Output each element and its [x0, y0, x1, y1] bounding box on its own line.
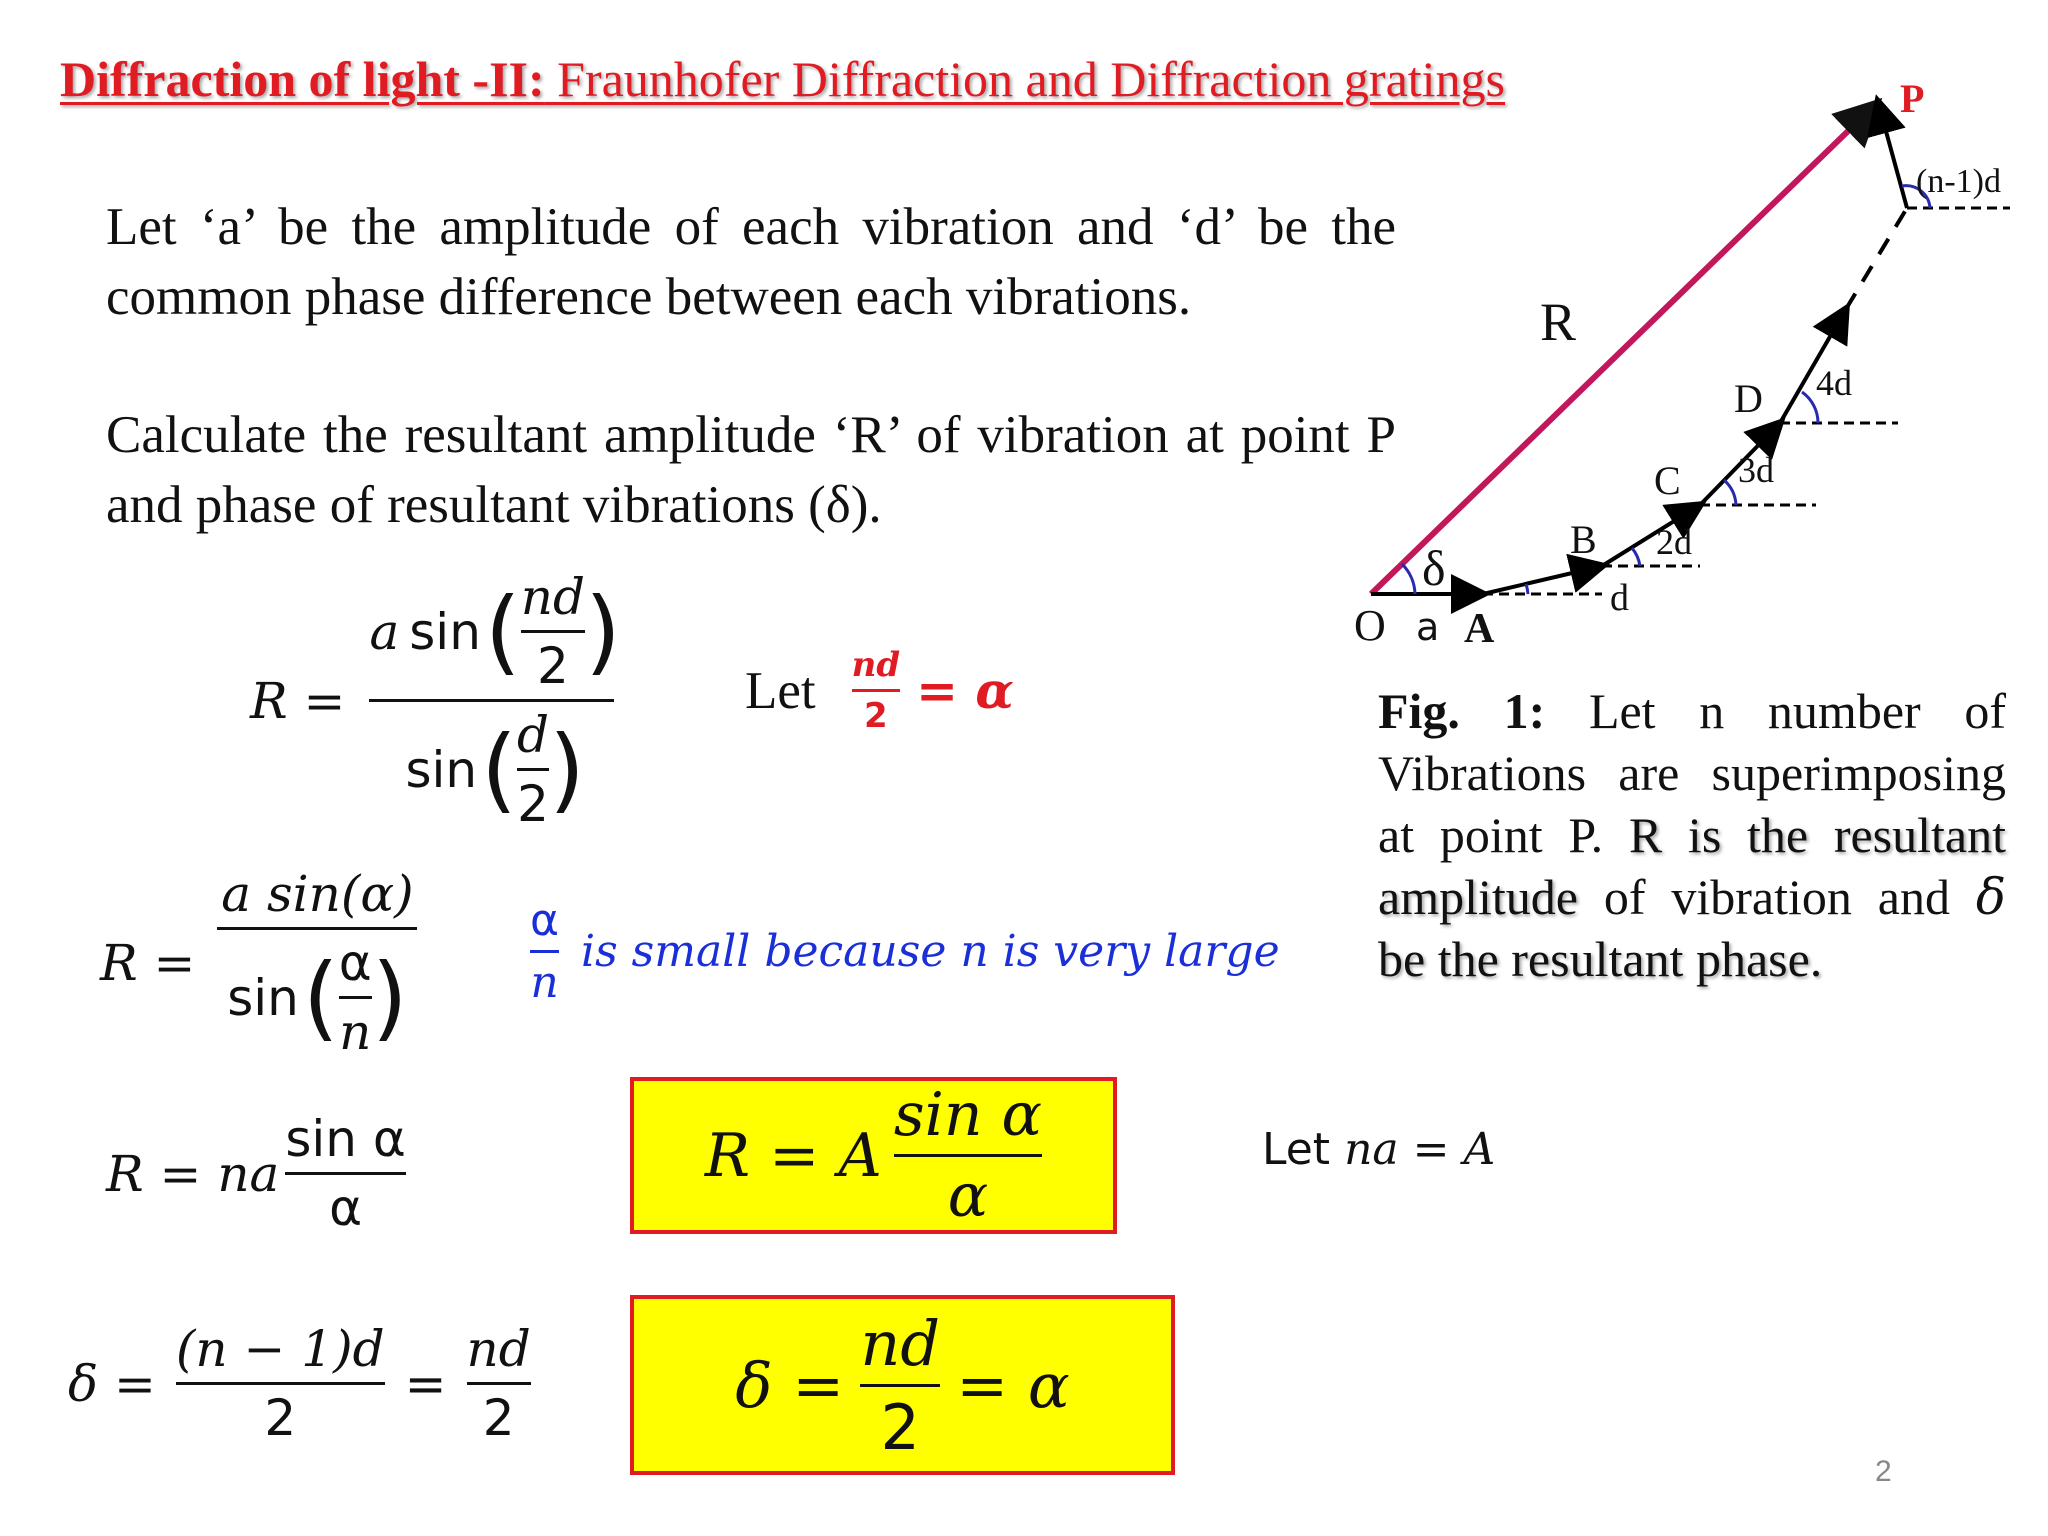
label-D: D: [1734, 376, 1763, 421]
frac-top: d: [516, 706, 549, 764]
boxed-delta-lhs: δ =: [735, 1348, 845, 1422]
label-4d: 4d: [1816, 363, 1852, 403]
caption-fig-label: Fig. 1:: [1378, 683, 1546, 739]
label-A: A: [1464, 606, 1495, 652]
caption-highlight-1: R is the resultant amplitude: [1378, 807, 2006, 925]
label-a: a: [1416, 605, 1440, 649]
note-text: is small because n is very large: [581, 926, 1280, 977]
label-R: R: [1540, 292, 1577, 352]
frac-bar: [467, 1382, 531, 1385]
frac-bottom: α: [947, 1161, 989, 1231]
frac-top: sin α: [893, 1080, 1043, 1150]
figure-caption: [1378, 680, 2006, 990]
alpha-def-fraction: [852, 645, 901, 736]
equation-R-alpha: [100, 865, 417, 1061]
paren-open: (: [484, 578, 521, 685]
page-number: 2: [1875, 1455, 1892, 1488]
frac-bottom: α: [329, 1179, 363, 1237]
eq1-sin: sin: [409, 602, 481, 661]
eq4-equals: =: [404, 1354, 447, 1413]
title-bold: Diffraction of light -II:: [60, 51, 545, 107]
label-delta: δ: [1422, 540, 1446, 596]
let-word: Let: [745, 661, 816, 720]
frac-bottom: n: [339, 1003, 372, 1061]
paragraph-2: Calculate the resultant amplitude ‘R’ of vibration at point P and phase of resultant vibrations (δ).: [106, 406, 1396, 534]
angle-arc-d: [1526, 584, 1528, 594]
frac-bar: [517, 768, 549, 771]
boxed-delta-fraction: [860, 1307, 940, 1464]
label-d: d: [1610, 577, 1629, 619]
note-fraction: [530, 895, 559, 1008]
eq2-lhs: R =: [100, 934, 196, 992]
equation-R-na: [106, 1110, 406, 1237]
frac-top: nd: [860, 1306, 941, 1380]
paren-open: (: [302, 944, 339, 1051]
eq4-fraction-2: [467, 1320, 531, 1447]
caption-text-2: of vibration and: [1577, 869, 1976, 925]
frac-bar: [176, 1382, 385, 1385]
title-rest: Fraunhofer Diffraction and Diffraction gratings: [544, 51, 1506, 107]
eq1-den-inner-frac: [517, 706, 549, 833]
eq2-fraction: [217, 865, 417, 1061]
eq3-fraction: [285, 1110, 405, 1237]
frac-top: α: [338, 934, 372, 992]
caption-highlight-2: be the resultant phase.: [1378, 931, 1823, 987]
boxed-R-result: [630, 1077, 1117, 1234]
frac-bottom: 2: [264, 1389, 297, 1447]
phasor-diagram: [1340, 80, 2040, 660]
label-B: B: [1570, 517, 1597, 562]
paren-close: ): [585, 578, 621, 685]
frac-bottom: 2: [517, 775, 549, 833]
frac-top: (n − 1)d: [175, 1320, 385, 1378]
eq1-main-bar: [369, 699, 614, 702]
frac-bottom: n: [530, 957, 559, 1008]
equation-R-general: [250, 568, 621, 833]
label-n-minus-1-d: (n-1)d: [1916, 163, 2001, 200]
angle-arc-delta: [1402, 564, 1415, 594]
paren-close: ): [371, 944, 408, 1051]
boxed-delta-result: [630, 1295, 1175, 1475]
frac-bottom: 2: [482, 1389, 515, 1447]
eq2-den-sin: sin: [227, 968, 299, 1027]
eq1-denominator: [405, 706, 584, 833]
frac-bar: [285, 1172, 405, 1175]
eq1-a: a: [369, 602, 400, 661]
label-P: P: [1900, 80, 1925, 121]
let-A-definition: [1262, 1124, 1495, 1175]
frac-top: nd: [466, 1320, 531, 1378]
caption-text-1: Let n number of Vibrations are superimposing at point P.: [1378, 683, 2006, 863]
intro-paragraph: [106, 192, 1396, 332]
boxed-delta-rhs: = α: [956, 1348, 1070, 1422]
frac-bottom: 2: [537, 637, 569, 695]
frac-top: α: [530, 895, 560, 946]
paragraph-1: Let ‘a’ be the amplitude of each vibration and ‘d’ be the common phase difference between each vibrations.: [106, 198, 1396, 326]
eq1-fraction: [369, 568, 620, 833]
label-3d: 3d: [1738, 450, 1774, 490]
frac-bar: [530, 950, 559, 953]
eq2-numerator: a sin(α): [221, 865, 414, 923]
let-A-word: Let: [1262, 1124, 1331, 1175]
let-A-expr: na = A: [1344, 1124, 1496, 1175]
caption-delta: δ: [1975, 868, 2006, 926]
task-paragraph: [106, 400, 1396, 540]
frac-bar: [339, 996, 372, 999]
frac-top: nd: [851, 645, 901, 685]
frac-bottom: 2: [880, 1390, 920, 1464]
boxed-R-lhs: R = A: [704, 1120, 882, 1191]
small-alpha-note: [530, 895, 1280, 1008]
vector-AB: [1483, 566, 1602, 594]
frac-bar: [860, 1384, 940, 1387]
alpha-def-rhs: = α: [916, 661, 1014, 720]
eq1-den-sin: sin: [405, 740, 478, 799]
paren-open: (: [481, 716, 517, 823]
slide-title: [60, 50, 1505, 108]
frac-bar: [894, 1154, 1042, 1157]
eq3-lhs: R = na: [106, 1144, 280, 1203]
angle-arc-2d: [1632, 548, 1640, 566]
eq1-num-inner-frac: [521, 568, 585, 695]
eq2-main-bar: [217, 927, 417, 930]
dashed-continuation: [1846, 208, 1907, 309]
label-2d: 2d: [1656, 522, 1692, 562]
boxed-R-fraction: [894, 1080, 1042, 1231]
angle-arc-3d: [1724, 480, 1736, 505]
eq2-den-inner-frac: [339, 934, 372, 1061]
frac-top: nd: [520, 568, 586, 626]
label-O: O: [1354, 601, 1386, 650]
equation-delta: [68, 1320, 531, 1447]
label-C: C: [1654, 458, 1681, 503]
eq1-lhs: R =: [250, 671, 346, 730]
paren-close: ): [549, 716, 585, 823]
resultant-vector-R: [1371, 102, 1878, 594]
frac-bar: [521, 630, 585, 633]
eq1-numerator: [369, 568, 620, 695]
eq4-fraction-1: [176, 1320, 385, 1447]
let-alpha-definition: [745, 645, 1014, 736]
eq4-lhs: δ =: [68, 1354, 156, 1413]
frac-bar: [852, 689, 901, 692]
frac-bottom: 2: [864, 696, 888, 736]
frac-top: sin α: [285, 1110, 406, 1168]
eq2-denominator: [227, 934, 407, 1061]
